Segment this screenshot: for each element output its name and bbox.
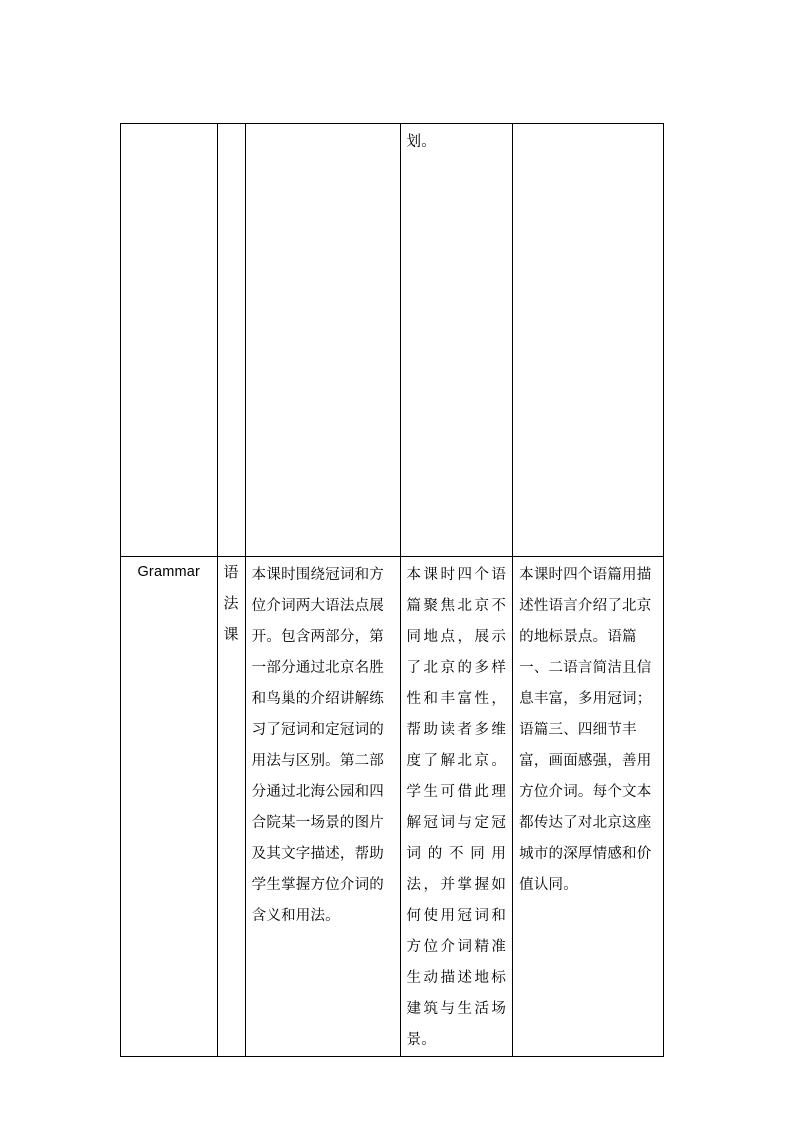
analysis-cell — [400, 557, 513, 1057]
lesson-analysis-table — [120, 123, 664, 1057]
lesson-label-cell — [121, 557, 218, 1057]
language-cell — [513, 557, 664, 1057]
analysis-cell — [400, 124, 513, 557]
language-features-text: 本课时四个语篇用描述性语言介绍了北京的地标景点。语篇一、二语言简洁且信息丰富，多用冠词；语篇三、四细节丰富，画面感强，善用方位介词。每个文本都传达了对北京这座城市的深厚情感和价值认同。 — [519, 567, 652, 893]
language-cell — [513, 124, 664, 557]
lesson-type: 语法课 — [223, 563, 239, 643]
lesson-type-cell — [217, 557, 245, 1057]
lesson-label-cell — [121, 124, 218, 557]
content-cell — [245, 557, 400, 1057]
analysis-continuation-text: 划。 — [406, 134, 436, 150]
lesson-content-text: 本课时围绕冠词和方位介词两大语法点展开。包含两部分，第一部分通过北京名胜和鸟巢的介绍讲解练习了冠词和定冠词的用法与区别。第二部分通过北海公园和四合院某一场景的图片及其文字描述，帮助学生掌握方位介词的含义和用法。 — [251, 567, 384, 924]
lesson-type-cell — [217, 124, 245, 557]
lesson-label: Grammar — [137, 564, 201, 580]
lesson-analysis-text: 本课时四个语篇聚焦北京不同地点，展示了北京的多样性和丰富性，帮助读者多维度了解北京。学生可借此理解冠词与定冠词的不同用法，并掌握如何使用冠词和方位介词精准生动描述地标建筑与生活场景。 — [406, 567, 507, 1048]
table-row — [121, 557, 664, 1057]
table-row — [121, 124, 664, 557]
content-cell — [245, 124, 400, 557]
